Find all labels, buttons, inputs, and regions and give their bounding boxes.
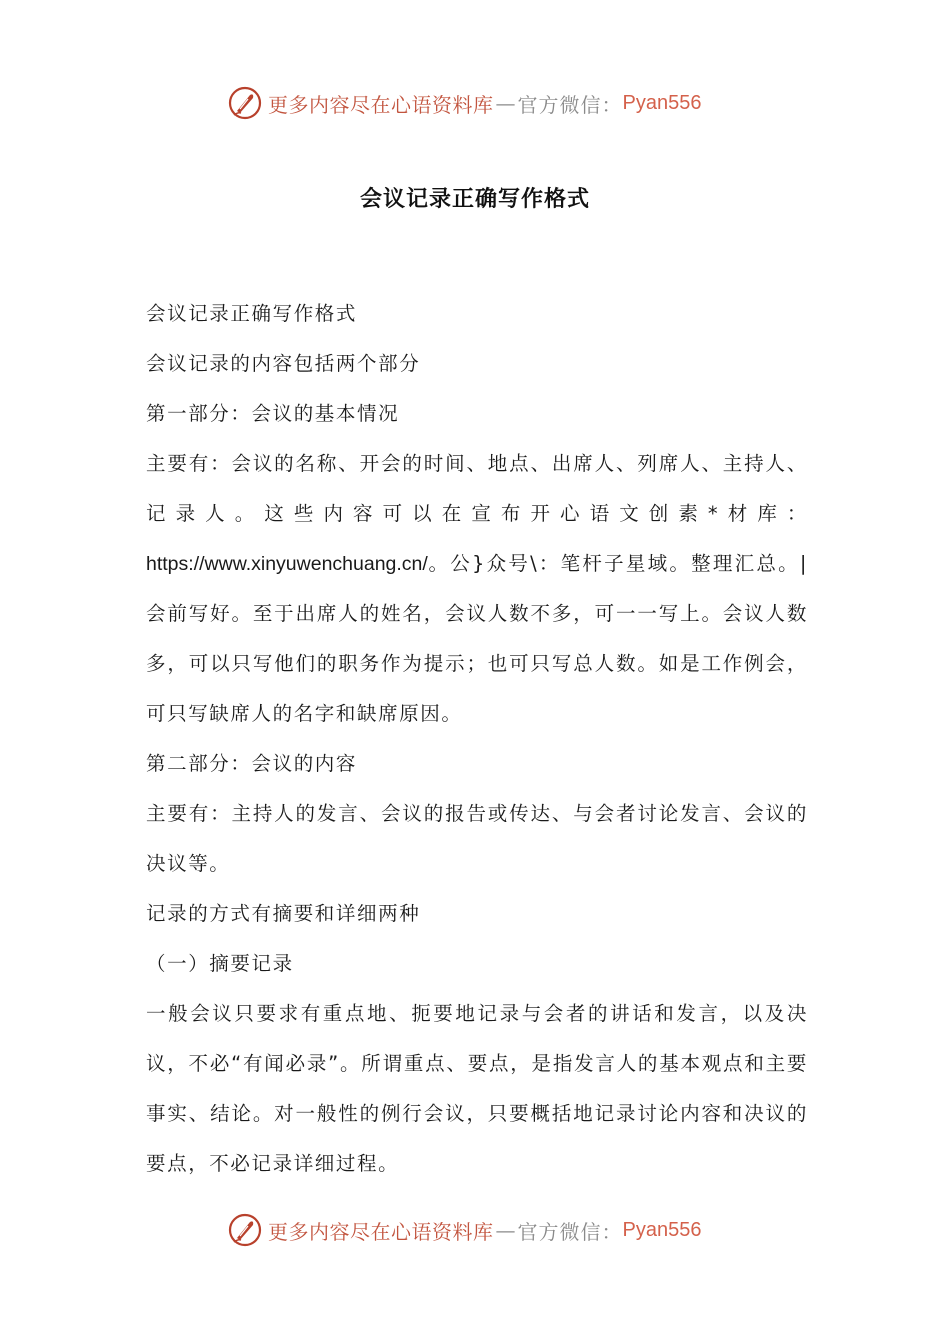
banner-slogan: 更多内容尽在心语资料库	[268, 1219, 494, 1244]
banner-wechat-label: 官方微信：	[517, 1219, 623, 1244]
document-title: 会议记录正确写作格式	[359, 187, 590, 212]
paragraph-methods: 记录的方式有摘要和详细两种	[146, 902, 421, 925]
header-banner	[228, 83, 701, 123]
paragraph-heading-repeat: 会议记录正确写作格式	[146, 302, 358, 325]
section-one-text-post: 。公}众号\：笔杆子星域。整理汇总。|会前写好。至于出席人的姓名，会议人数不多，可一一写上。会议人数多，可以只写他们的职务作为提示；也可只写总人数。如是工作例会，可只写缺席人的名字和缺席原因。	[146, 552, 808, 725]
paragraph-intro: 会议记录的内容包括两个部分	[146, 352, 421, 375]
banner-wechat-id: Pyan556	[622, 1218, 702, 1241]
source-url-part-a: https://	[146, 553, 205, 575]
paragraph-section-two-body: 主要有：主持人的发言、会议的报告或传达、与会者讨论发言、会议的决议等。	[146, 802, 808, 875]
section-one-text-pre: 主要有：会议的名称、开会的时间、地点、出席人、列席人、主持人、记录人。这些内容可以在宣布开心语文创素*材库：	[146, 452, 808, 525]
paragraph-summary-body: 一般会议只要求有重点地、扼要地记录与会者的讲话和发言，以及决议，不必“有闻必录”。所谓重点、要点，是指发言人的基本观点和主要事实、结论。对一般性的例行会议，只要概括地记录讨论内容和决议的要点，不必记录详细过程。	[146, 1002, 808, 1175]
banner-dash: —	[495, 1218, 516, 1242]
banner-dash: —	[495, 91, 516, 115]
quill-pen-logo-icon	[228, 1213, 262, 1247]
banner-slogan: 更多内容尽在心语资料库	[268, 92, 494, 117]
paragraph-section-two-heading: 第二部分：会议的内容	[146, 752, 358, 775]
document-body	[146, 289, 808, 1189]
paragraph-section-one-body	[146, 439, 808, 739]
banner-wechat-label: 官方微信：	[517, 92, 623, 117]
footer-banner	[228, 1210, 701, 1250]
paragraph-summary-heading: （一）摘要记录	[146, 952, 294, 975]
paragraph-section-one-heading: 第一部分：会议的基本情况	[146, 402, 400, 425]
banner-wechat-id: Pyan556	[622, 91, 702, 114]
quill-pen-logo-icon	[228, 86, 262, 120]
source-url-part-b: www.xinyuwenchuang.cn/	[204, 553, 428, 575]
